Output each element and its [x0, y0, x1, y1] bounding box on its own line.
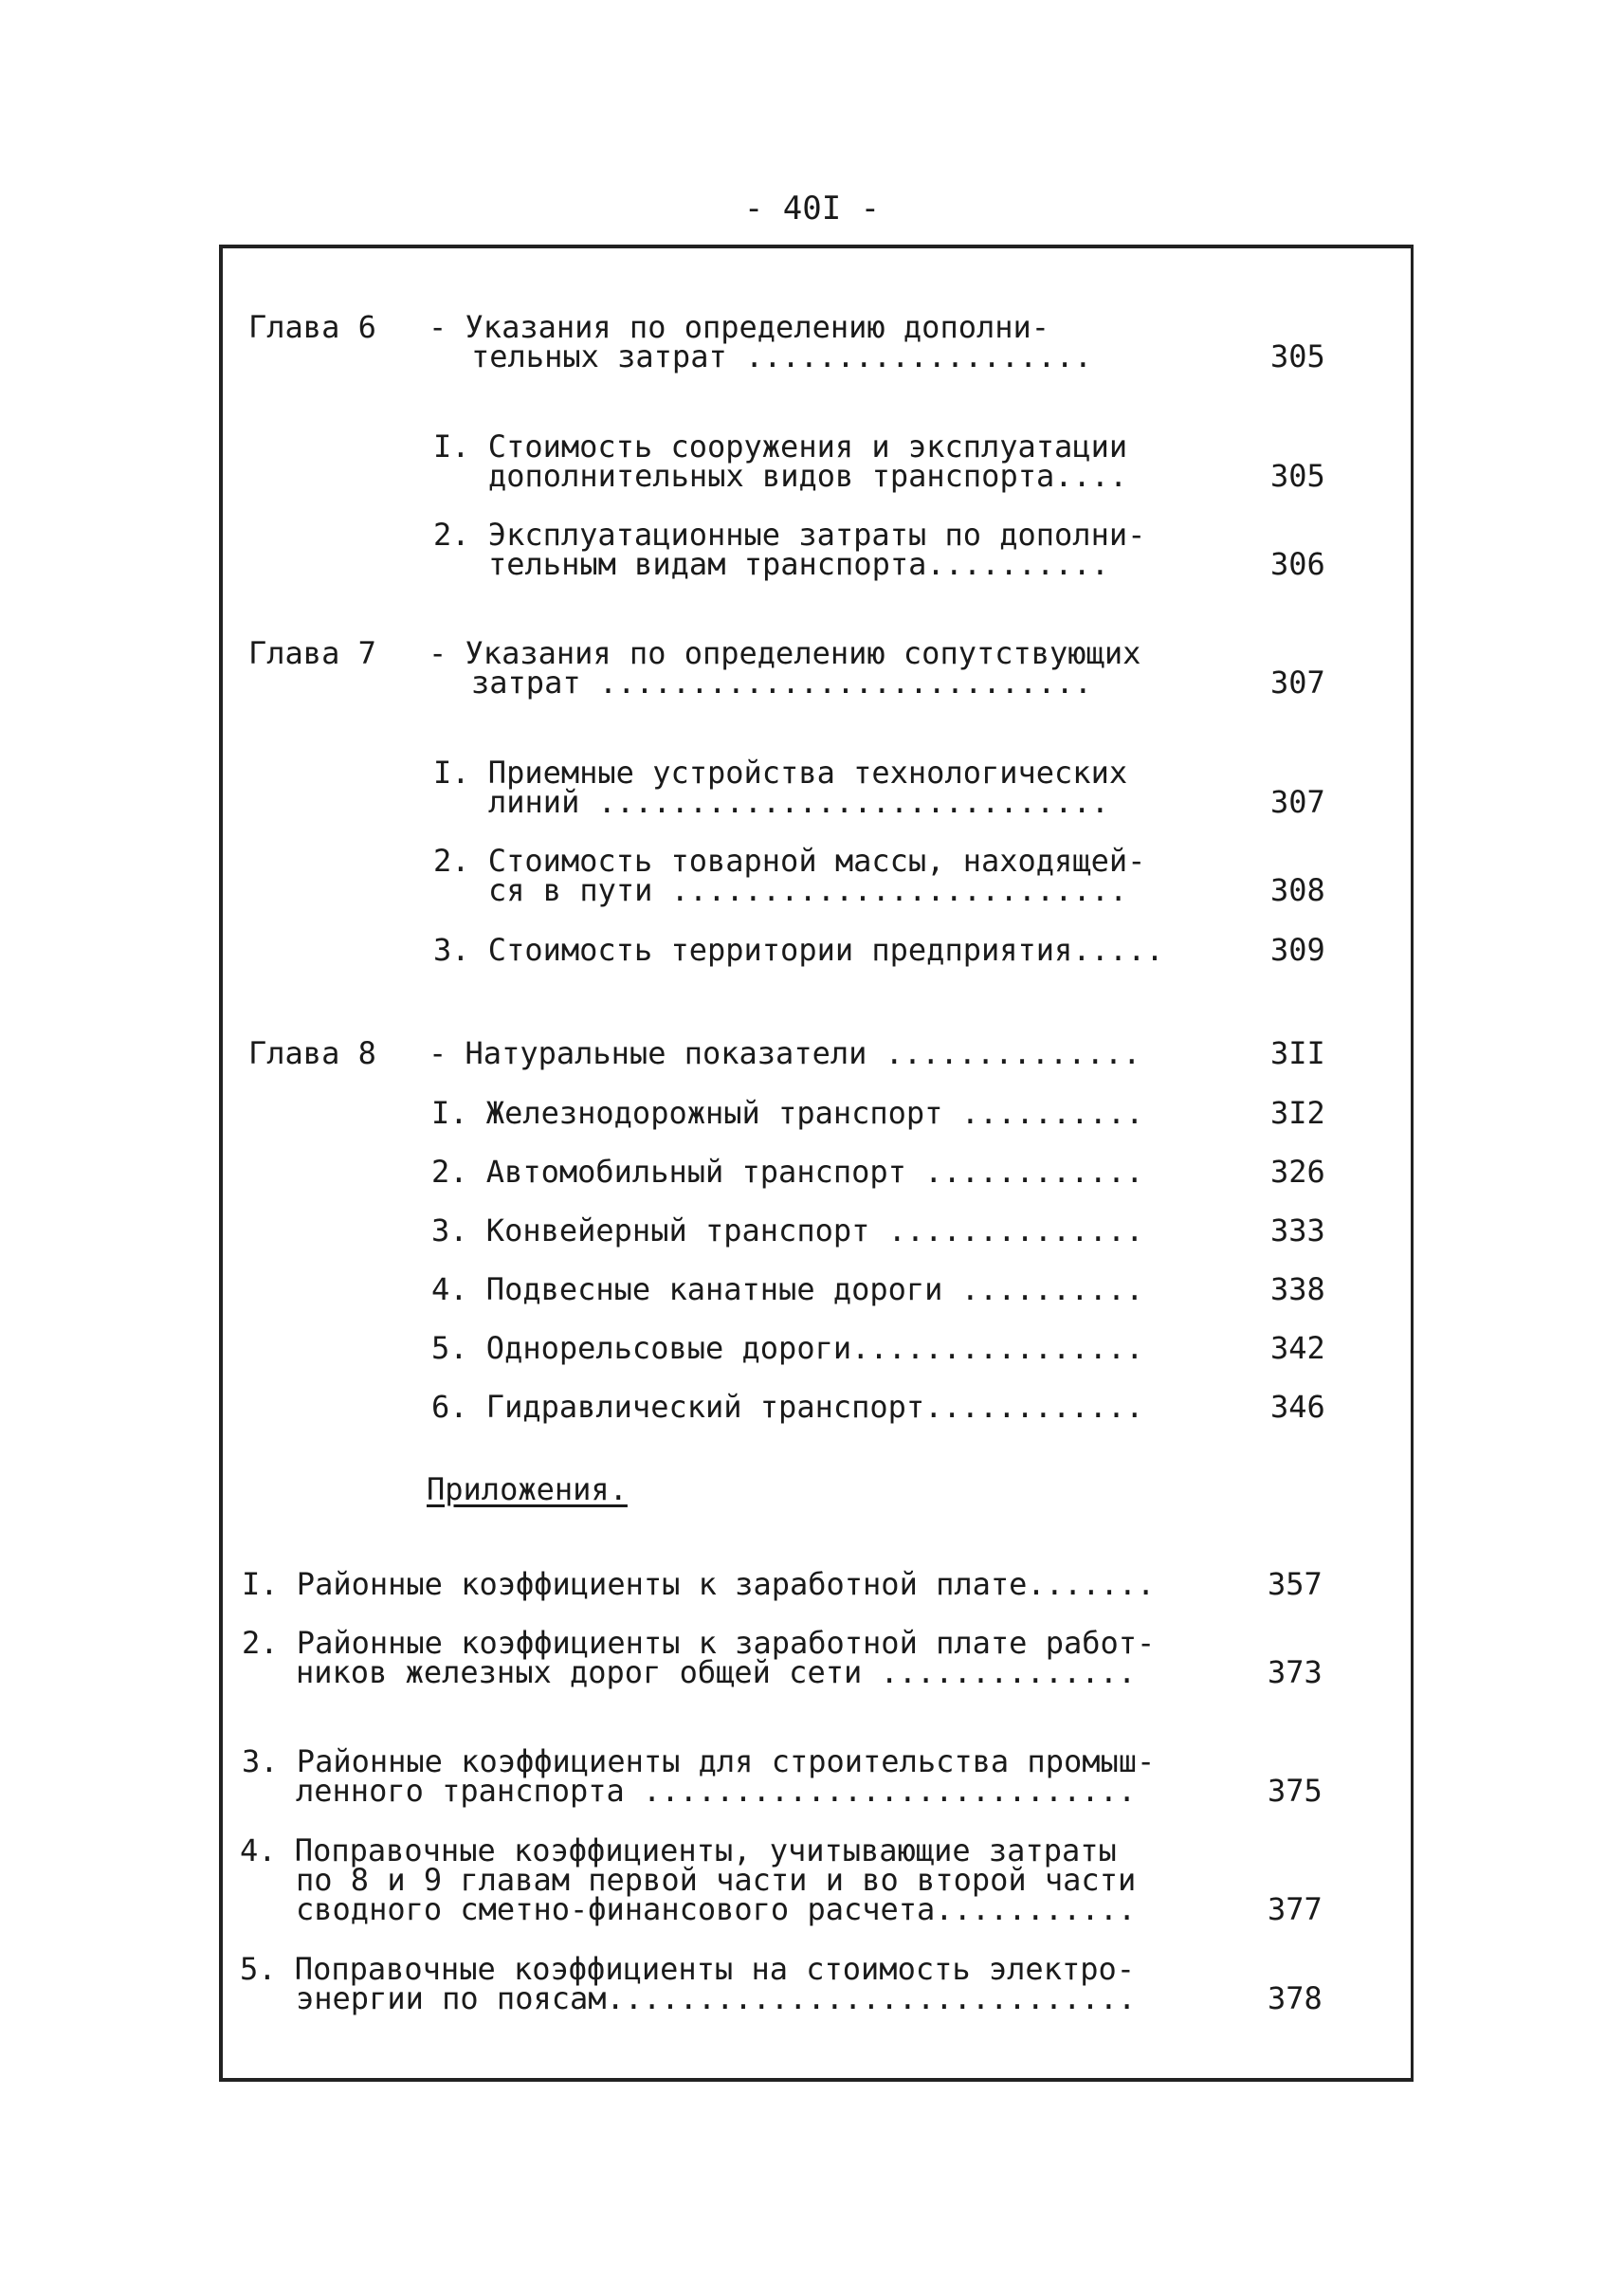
- chapter-8-page: 3II: [1270, 1035, 1325, 1071]
- chapter-8-item-5-page: 342: [1270, 1330, 1325, 1366]
- chapter-7-title-line1: - Указания по определению сопутствующих: [429, 635, 1141, 671]
- chapter-8-item-3: 3. Конвейерный транспорт ..............: [431, 1212, 1144, 1248]
- appendix-1-page: 357: [1268, 1566, 1323, 1602]
- chapter-8-item-5: 5. Однорельсовые дороги................: [431, 1330, 1144, 1366]
- appendix-5-page: 378: [1268, 1980, 1323, 2016]
- chapter-8-item-4-page: 338: [1270, 1271, 1325, 1307]
- chapter-8-item-6-page: 346: [1270, 1389, 1325, 1425]
- appendix-3-line1: 3. Районные коэффициенты для строительства промыш-: [242, 1743, 1156, 1779]
- chapter-8-item-2: 2. Автомобильный транспорт ............: [431, 1154, 1144, 1190]
- chapter-8-item-2-page: 326: [1270, 1154, 1325, 1190]
- chapter-7-item-1-line1: I. Приемные устройства технологических: [433, 755, 1128, 791]
- chapter-6-item-2-line2: тельным видам транспорта..........: [488, 546, 1110, 582]
- appendix-4-page: 377: [1268, 1891, 1323, 1927]
- chapter-6-item-2-page: 306: [1270, 546, 1325, 582]
- appendix-1: I. Районные коэффициенты к заработной плате.......: [242, 1566, 1156, 1602]
- appendices-heading: Приложения.: [427, 1471, 628, 1507]
- appendix-4-line2: по 8 и 9 главам первой части и во второй части: [296, 1862, 1137, 1898]
- page-number: - 40I -: [743, 190, 881, 228]
- chapter-8-title: - Натуральные показатели ..............: [429, 1035, 1141, 1071]
- chapter-6-item-1-line2: дополнительных видов транспорта....: [488, 458, 1128, 494]
- appendix-3-page: 375: [1268, 1773, 1323, 1809]
- chapter-8-item-1-page: 3I2: [1270, 1095, 1325, 1131]
- chapter-7-page: 307: [1270, 665, 1325, 701]
- chapter-7-title-line2: затрат ...........................: [471, 665, 1093, 701]
- appendix-2-page: 373: [1268, 1654, 1323, 1690]
- chapter-8-label: Глава 8: [248, 1035, 376, 1071]
- chapter-6-item-2-line1: 2. Эксплуатационные затраты по дополни-: [433, 517, 1146, 553]
- chapter-7-item-2-page: 308: [1270, 872, 1325, 908]
- chapter-6-item-1-line1: I. Стоимость сооружения и эксплуатации: [433, 428, 1128, 465]
- chapter-8-item-3-page: 333: [1270, 1212, 1325, 1248]
- chapter-6-page: 305: [1270, 338, 1325, 374]
- chapter-7-label: Глава 7: [248, 635, 376, 671]
- appendix-2-line2: ников железных дорог общей сети ..............: [296, 1654, 1137, 1690]
- chapter-8-item-6: 6. Гидравлический транспорт............: [431, 1389, 1144, 1425]
- chapter-7-item-3: 3. Стоимость территории предприятия.....: [433, 932, 1164, 968]
- appendix-3-line2: ленного транспорта ...........................: [296, 1773, 1137, 1809]
- appendix-2-line1: 2. Районные коэффициенты к заработной плате работ-: [242, 1625, 1156, 1661]
- chapter-7-item-1-page: 307: [1270, 784, 1325, 820]
- chapter-6-item-1-page: 305: [1270, 458, 1325, 494]
- chapter-7-item-3-page: 309: [1270, 932, 1325, 968]
- chapter-6-title-line2: тельных затрат ...................: [471, 338, 1093, 374]
- appendix-5-line1: 5. Поправочные коэффициенты на стоимость электро-: [240, 1951, 1136, 1987]
- appendix-4-line3: сводного сметно-финансового расчета...........: [296, 1891, 1137, 1927]
- chapter-7-item-1-line2: линий ............................: [488, 784, 1110, 820]
- chapter-8-item-1: I. Железнодорожный транспорт ..........: [431, 1095, 1144, 1131]
- chapter-7-item-2-line1: 2. Стоимость товарной массы, находящей-: [433, 843, 1146, 879]
- chapter-8-item-4: 4. Подвесные канатные дороги ..........: [431, 1271, 1144, 1307]
- appendix-4-line1: 4. Поправочные коэффициенты, учитывающие затраты: [240, 1832, 1117, 1868]
- chapter-6-title-line1: - Указания по определению дополни-: [429, 309, 1050, 345]
- chapter-6-label: Глава 6: [248, 309, 376, 345]
- chapter-7-item-2-line2: ся в пути .........................: [488, 872, 1128, 908]
- appendix-5-line2: энергии по поясам.............................: [296, 1980, 1137, 2016]
